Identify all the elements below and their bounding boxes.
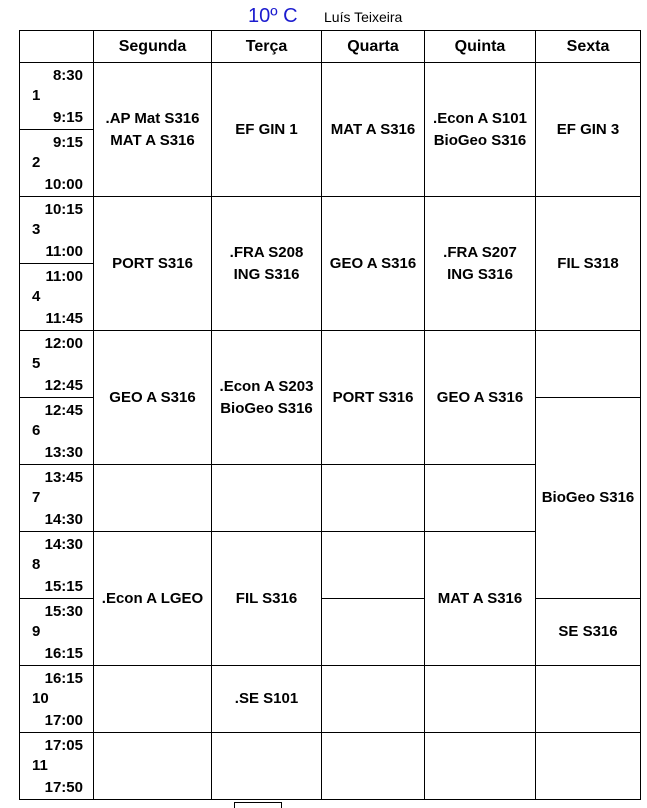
empty-cell [322,666,425,733]
period-number: 11 [32,757,48,774]
period-number: 10 [32,690,49,707]
period-end: 16:15 [44,645,83,662]
lesson-line: .Econ A S203 [219,377,314,395]
lesson-line: PORT S316 [332,388,414,406]
period-number: 1 [32,87,41,104]
day-header-terca: Terça [212,31,322,63]
period-end: 13:30 [44,444,83,461]
schedule-table [19,30,641,800]
lesson-cell[interactable] [212,666,322,733]
period-number: 3 [32,221,41,238]
class-name: 10º C [248,5,298,27]
empty-cell [322,532,425,599]
lesson-cell[interactable] [425,331,536,465]
period-number: 9 [32,623,41,640]
lesson-line: .SE S101 [234,690,299,707]
lesson-line: GEO A S316 [329,254,417,272]
header-row [20,31,641,63]
period-start: 12:00 [44,335,83,352]
period-end: 10:00 [44,176,83,193]
time-cell-1 [20,63,94,130]
period-end: 11:00 [45,243,83,260]
lesson-cell[interactable] [536,197,641,331]
lesson-cell[interactable] [322,197,425,331]
lesson-cell[interactable] [212,63,322,197]
time-cell-3 [20,197,94,264]
lesson-line: ING S316 [447,265,513,283]
lesson-cell[interactable] [536,398,641,599]
period-number: 7 [32,489,41,506]
lesson-cell[interactable] [212,197,322,331]
teacher-name: Luís Teixeira [324,9,403,25]
lesson-line: MAT A S316 [437,589,523,607]
lesson-line: .FRA S207 [443,243,517,261]
empty-cell [425,666,536,733]
period-number: 2 [32,154,41,171]
lesson-cell[interactable] [322,331,425,465]
lesson-line: FIL S318 [557,254,619,272]
empty-cell [425,465,536,532]
period-end: 12:45 [44,377,83,394]
empty-cell [212,733,322,800]
period-row-3 [20,197,641,264]
empty-cell [322,465,425,532]
lesson-line: SE S316 [558,623,618,640]
lesson-line: EF GIN 3 [556,120,620,138]
lesson-line: BioGeo S316 [433,131,527,149]
period-number: 6 [32,422,41,439]
empty-cell [536,666,641,733]
lesson-line: .Econ A S101 [433,109,527,127]
lesson-cell[interactable] [94,532,212,666]
period-start: 10:15 [44,201,83,218]
lesson-line: .Econ A LGEO [101,589,204,607]
lesson-line: PORT S316 [112,254,193,272]
time-cell-4 [20,264,94,331]
lesson-line: MAT A S316 [110,131,195,149]
lesson-cell[interactable] [425,532,536,666]
header-corner [20,31,94,63]
period-start: 11:00 [45,268,83,285]
lesson-cell[interactable] [94,331,212,465]
lesson-cell[interactable] [212,532,322,666]
time-cell-10 [20,666,94,733]
period-start: 17:05 [44,737,83,754]
lesson-line: ING S316 [233,265,300,283]
empty-cell [94,733,212,800]
empty-cell [425,733,536,800]
empty-cell [212,465,322,532]
period-row-1 [20,63,641,130]
day-header-quarta: Quarta [322,31,425,63]
lesson-cell[interactable] [425,63,536,197]
time-cell-8 [20,532,94,599]
day-header-sexta: Sexta [536,31,641,63]
period-row-5 [20,331,641,398]
time-cell-2 [20,130,94,197]
period-row-11 [20,733,641,800]
lesson-line: BioGeo S316 [220,399,313,417]
lesson-line: MAT A S316 [330,120,416,138]
time-cell-11 [20,733,94,800]
bottom-box-edge [234,802,282,808]
period-end: 17:50 [44,779,83,796]
time-cell-9 [20,599,94,666]
time-cell-5 [20,331,94,398]
lesson-line: EF GIN 1 [235,120,298,138]
lesson-line: .AP Mat S316 [105,109,200,127]
day-header-quinta: Quinta [425,31,536,63]
period-number: 5 [32,355,41,372]
empty-cell [536,331,641,398]
lesson-cell[interactable] [322,63,425,197]
lesson-cell[interactable] [94,63,212,197]
time-cell-6 [20,398,94,465]
empty-cell [94,465,212,532]
period-end: 15:15 [44,578,83,595]
period-start: 16:15 [44,670,83,687]
period-start: 14:30 [44,536,83,553]
lesson-line: .FRA S208 [229,243,304,261]
title-row [0,5,647,29]
lesson-cell[interactable] [536,63,641,197]
period-start: 15:30 [44,603,83,620]
period-start: 12:45 [44,402,83,419]
lesson-cell[interactable] [94,197,212,331]
lesson-line: BioGeo S316 [541,489,635,506]
period-end: 14:30 [44,511,83,528]
period-number: 8 [32,556,41,573]
period-end: 11:45 [45,310,83,327]
period-end: 17:00 [44,712,83,729]
time-cell-7 [20,465,94,532]
period-start: 13:45 [44,469,83,486]
lesson-line: FIL S316 [235,589,298,607]
day-header-segunda: Segunda [94,31,212,63]
empty-cell [94,666,212,733]
period-end: 9:15 [52,109,83,126]
lesson-line: GEO A S316 [109,388,196,406]
period-number: 4 [32,288,41,305]
period-row-10 [20,666,641,733]
lesson-cell[interactable] [536,599,641,666]
empty-cell [536,733,641,800]
empty-cell [322,733,425,800]
lesson-line: GEO A S316 [436,388,524,406]
empty-cell [322,599,425,666]
period-start: 9:15 [52,134,83,151]
lesson-cell[interactable] [425,197,536,331]
period-start: 8:30 [52,67,83,84]
lesson-cell[interactable] [212,331,322,465]
